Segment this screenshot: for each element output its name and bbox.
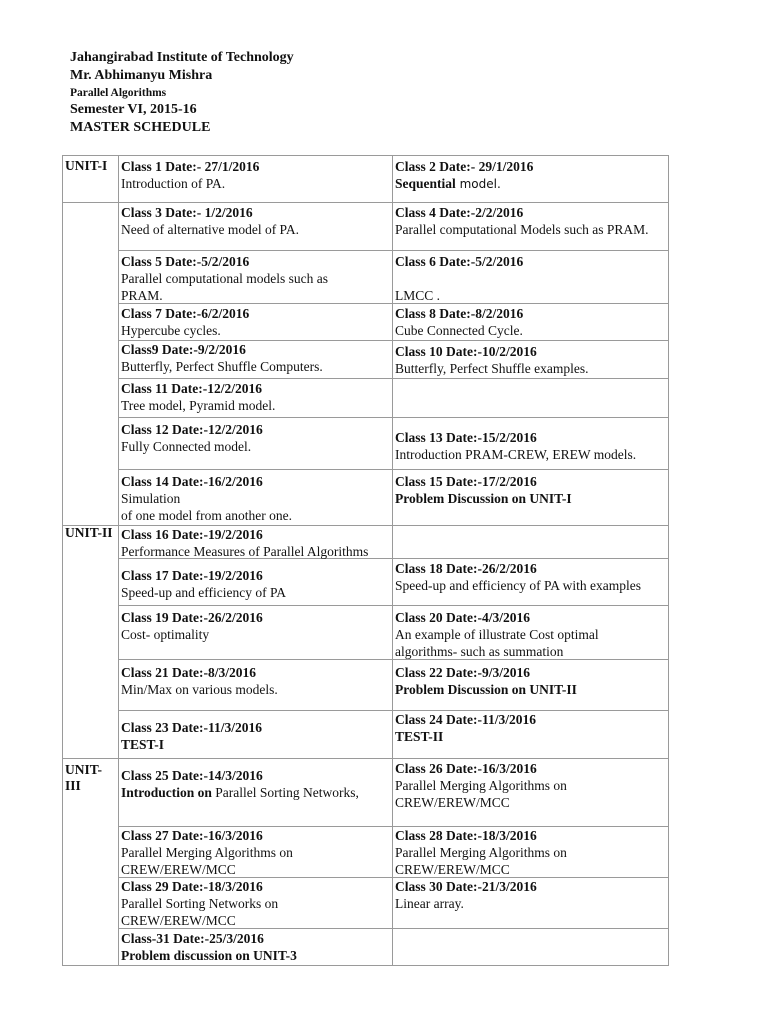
class-topic: Butterfly, Perfect Shuffle Computers. [121, 359, 323, 374]
class-topic: Tree model, Pyramid model. [121, 398, 276, 413]
class-cell [395, 343, 588, 377]
class-topic: Fully Connected model. [121, 439, 252, 454]
class-topic: LMCC . [395, 288, 441, 303]
class-topic: Parallel Merging Algorithms on CREW/EREW/MCC [395, 778, 567, 810]
class-topic: TEST-II [395, 729, 444, 744]
class-title: Class 25 Date:-14/3/2016 [121, 768, 263, 783]
institute-name: Jahangirabad Institute of Technology [70, 50, 294, 65]
row-divider [63, 758, 668, 759]
class-title: Class 14 Date:-16/2/2016 [121, 474, 263, 489]
class-topic: Parallel Sorting Networks on CREW/EREW/MCC [121, 896, 279, 928]
class-topic: Problem Discussion on UNIT-I [395, 491, 572, 506]
class-cell [121, 526, 368, 560]
class-title: Class 16 Date:-19/2/2016 [121, 527, 263, 542]
class-title: Class 24 Date:-11/3/2016 [395, 712, 536, 727]
class-topic: Speed-up and efficiency of PA [121, 585, 286, 600]
class-topic: An example of illustrate Cost optimal algorithms- such as summation [395, 627, 599, 659]
class-title: Class 3 Date:- 1/2/2016 [121, 205, 253, 220]
class-topic: Parallel Merging Algorithms on CREW/EREW/MCC [121, 845, 293, 877]
row-divider [63, 202, 668, 203]
class-title: Class 5 Date:-5/2/2016 [121, 254, 250, 269]
class-cell [395, 158, 533, 193]
class-cell [121, 719, 262, 753]
class-cell [395, 429, 636, 463]
semester: Semester VI, 2015-16 [70, 102, 197, 117]
class-title: Class 8 Date:-8/2/2016 [395, 306, 524, 321]
row-divider [118, 605, 668, 606]
class-title: Class 1 Date:- 27/1/2016 [121, 159, 260, 174]
row-divider [118, 378, 668, 379]
class-cell [121, 609, 263, 643]
class-topic: Speed-up and efficiency of PA with examples [395, 578, 641, 593]
class-title: Class 4 Date:-2/2/2016 [395, 205, 524, 220]
class-cell [395, 711, 536, 745]
class-cell [395, 609, 599, 660]
class-title: Class 18 Date:-26/2/2016 [395, 561, 537, 576]
class-title: Class 26 Date:-16/3/2016 [395, 761, 537, 776]
unit-label-3: UNIT- III [65, 762, 103, 793]
class-topic: Hypercube cycles. [121, 323, 221, 338]
class-topic: Introduction PRAM-CREW, EREW models. [395, 447, 637, 462]
row-divider [118, 710, 668, 711]
class-cell [121, 930, 297, 964]
class-title: Class 30 Date:-21/3/2016 [395, 879, 537, 894]
col-divider-2 [392, 156, 393, 965]
class-cell [121, 473, 292, 524]
class-topic: Performance Measures of Parallel Algorithms [121, 544, 369, 559]
class-topic: TEST-I [121, 737, 165, 752]
row-divider [118, 417, 668, 418]
col-divider-1 [118, 156, 119, 965]
class-cell [395, 305, 523, 339]
instructor-name: Mr. Abhimanyu Mishra [70, 68, 213, 83]
class-cell [121, 567, 286, 601]
class-topic: Sequential model. [395, 176, 501, 191]
class-title: Class 29 Date:-18/3/2016 [121, 879, 263, 894]
class-topic: Parallel computational models such as PRAM. [121, 271, 328, 303]
class-title: Class 27 Date:-16/3/2016 [121, 828, 263, 843]
class-title: Class 13 Date:-15/2/2016 [395, 430, 537, 445]
class-title: Class 15 Date:-17/2/2016 [395, 474, 537, 489]
class-title: Class 7 Date:-6/2/2016 [121, 306, 250, 321]
class-cell [121, 204, 299, 238]
class-topic: Cost- optimality [121, 627, 210, 642]
class-cell [121, 827, 293, 878]
class-title: Class 28 Date:-18/3/2016 [395, 828, 537, 843]
class-topic: Problem Discussion on UNIT-II [395, 682, 577, 697]
class-cell [121, 664, 278, 698]
class-title: Class 10 Date:-10/2/2016 [395, 344, 537, 359]
class-topic: Introduction on Parallel Sorting Networks, [121, 785, 359, 800]
class-title: Class9 Date:-9/2/2016 [121, 342, 246, 357]
row-divider [118, 250, 668, 251]
class-cell [121, 158, 259, 192]
class-topic: Min/Max on various models. [121, 682, 278, 697]
class-topic: Linear array. [395, 896, 464, 911]
class-title: Class 22 Date:-9/3/2016 [395, 665, 530, 680]
class-title: Class 21 Date:-8/3/2016 [121, 665, 256, 680]
class-cell [395, 204, 648, 238]
class-topic: Problem discussion on UNIT-3 [121, 948, 297, 963]
class-cell [395, 664, 577, 698]
class-title: Class-31 Date:-25/3/2016 [121, 931, 264, 946]
class-title: Class 6 Date:-5/2/2016 [395, 254, 524, 269]
class-cell [121, 341, 323, 375]
class-cell [121, 767, 359, 801]
class-cell [395, 560, 641, 594]
unit-label-2: UNIT-II [65, 525, 113, 540]
class-topic: Butterfly, Perfect Shuffle examples. [395, 361, 589, 376]
class-cell [395, 760, 567, 811]
schedule-title: MASTER SCHEDULE [70, 120, 211, 135]
class-topic: Introduction of PA. [121, 176, 226, 191]
class-cell [395, 473, 572, 507]
unit-label-1: UNIT-I [65, 158, 108, 173]
class-cell [121, 421, 263, 455]
class-topic: Simulation of one model from another one. [121, 491, 292, 523]
row-divider [118, 469, 668, 470]
class-title: Class 17 Date:-19/2/2016 [121, 568, 263, 583]
class-title: Class 11 Date:-12/2/2016 [121, 381, 262, 396]
class-cell [121, 253, 328, 304]
class-topic: Cube Connected Cycle. [395, 323, 523, 338]
class-topic: Need of alternative model of PA. [121, 222, 299, 237]
class-title: Class 2 Date:- 29/1/2016 [395, 159, 534, 174]
class-title: Class 12 Date:-12/2/2016 [121, 422, 263, 437]
class-title: Class 23 Date:-11/3/2016 [121, 720, 262, 735]
class-cell [121, 305, 249, 339]
schedule-table [62, 155, 669, 966]
class-title: Class 20 Date:-4/3/2016 [395, 610, 530, 625]
class-cell [395, 878, 537, 912]
class-cell [121, 878, 278, 929]
class-cell [395, 827, 567, 878]
course-name: Parallel Algorithms [70, 87, 167, 99]
class-title: Class 19 Date:-26/2/2016 [121, 610, 263, 625]
class-cell [395, 253, 523, 304]
class-topic: Parallel Merging Algorithms on CREW/EREW/MCC [395, 845, 567, 877]
class-cell [121, 380, 275, 414]
class-topic: Parallel computational Models such as PRAM. [395, 222, 649, 237]
document-header [70, 49, 294, 137]
